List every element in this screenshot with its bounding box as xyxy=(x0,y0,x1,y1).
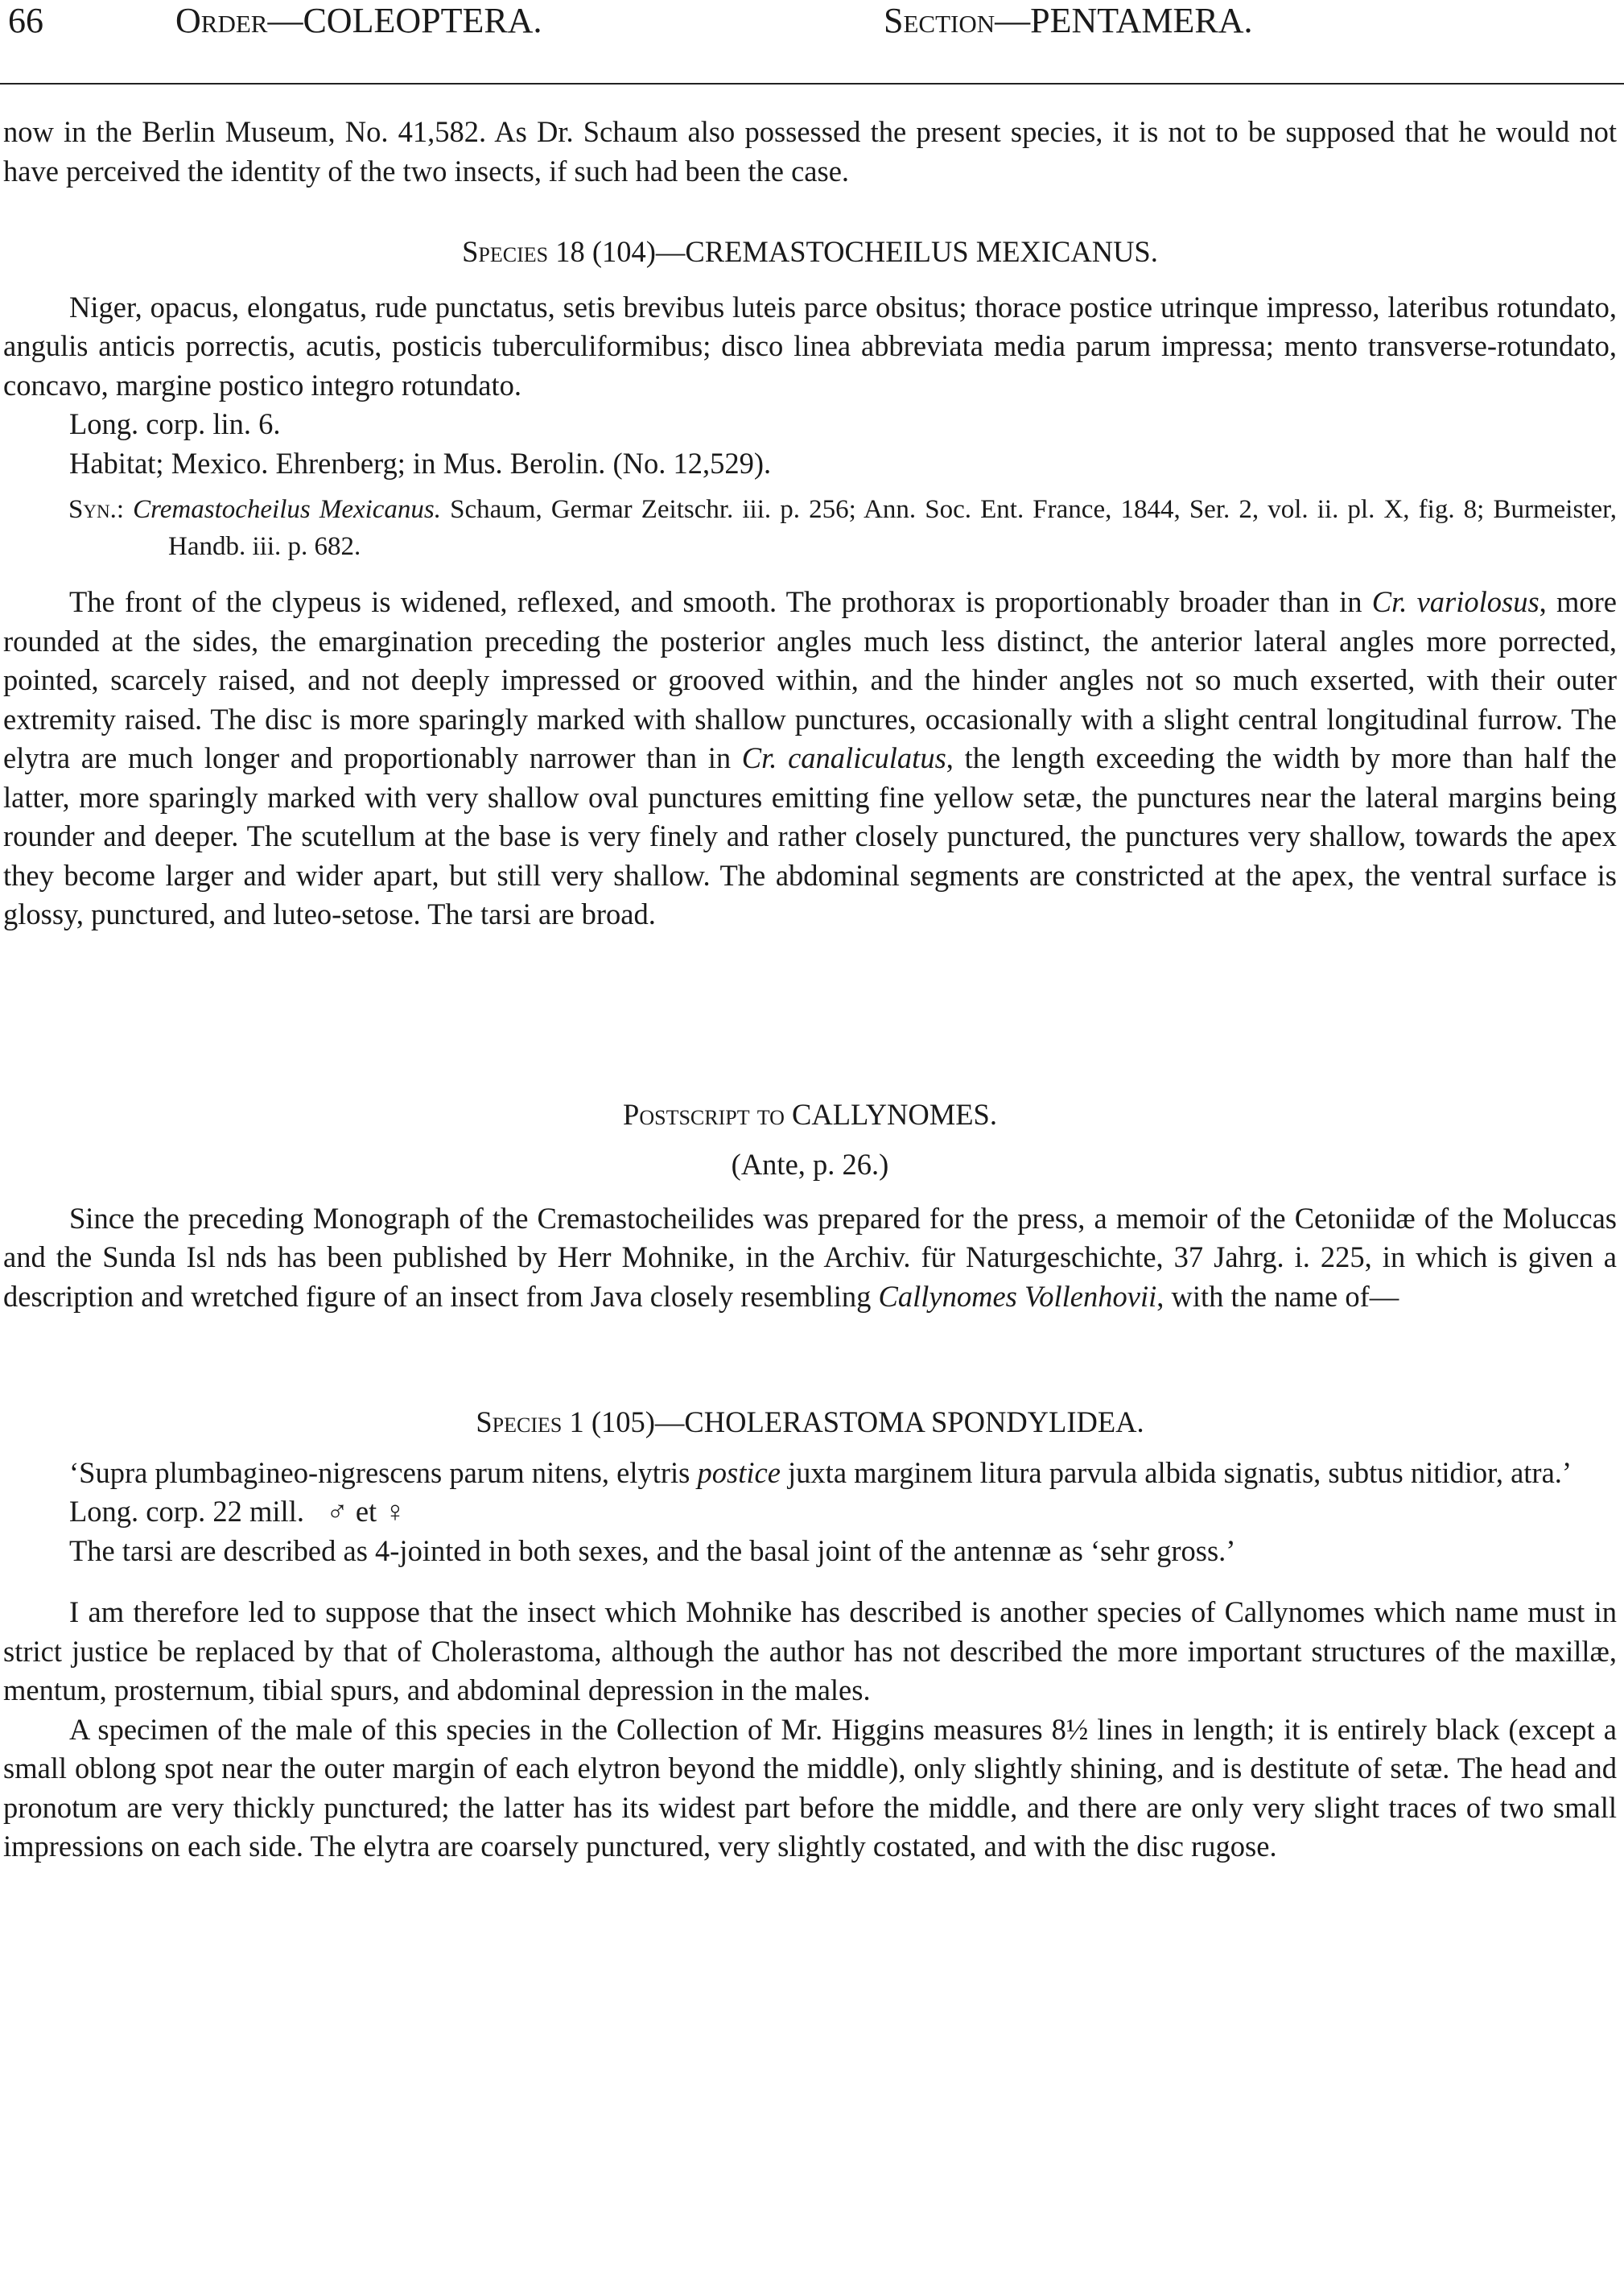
species-1-latin-quote xyxy=(3,1454,1617,1493)
header-order-title: Order—COLEOPTERA. xyxy=(175,1,542,40)
species-name-italic: Callynomes Vollenhovii xyxy=(878,1279,1157,1313)
species-name-italic: Cr. variolosus xyxy=(1371,585,1540,618)
page-body xyxy=(3,113,1617,1867)
species-1-paragraph-1: I am therefore led to suppose that the insect which Mohnike has described is another species of Callynomes which name must in strict justice be replaced by that of Cholerastoma, although the author has not described the more important structures of the maxillæ, mentum, prosternum, tibial spurs, and abdominal depression in the males. xyxy=(3,1595,1617,1706)
species-18-heading: Species 18 (104)—CREMASTOCHEILUS MEXICANUS. xyxy=(462,235,1158,268)
body-text: ‘Supra plumbagineo-nigrescens parum nitens, elytris xyxy=(69,1455,698,1489)
body-text: , more rounded at the sides, the emargination preceding the posterior angles much less distinct, the anterior lateral angles more porrected, pointed, scarcely raised, and not deeply impressed or grooved within, and the hinder angles not so much exserted, with their outer extremity raised. The disc is more sparingly marked with shallow punctures, occasionally with a slight central longitudinal furrow. The elytra are much longer and proportionably narrower than in xyxy=(3,585,1617,774)
page-number: 66 xyxy=(8,1,43,40)
header-section-title: Section—PENTAMERA. xyxy=(884,1,1253,40)
species-1-length: Long. corp. 22 mill. ♂ et ♀ xyxy=(69,1495,406,1528)
body-text: , with the name of— xyxy=(1156,1279,1399,1313)
body-text: , the length exceeding the width by more than half the latter, more sparingly marked with very shallow oval punctures emitting fine yellow setæ, the punctures near the lateral margins being rounder and deeper. The scutellum at the base is very finely and rather closely punctured, the punctures very shallow, towards the apex they become larger and wider apart, but still very shallow. The abdominal segments are constricted at the apex, the ventral surface is glossy, punctured, and luteo-setose. The tarsi are broad. xyxy=(3,741,1617,930)
postscript-heading: Postscript to CALLYNOMES. xyxy=(623,1097,997,1131)
body-text: juxta marginem litura parvula albida signatis, subtus nitidior, atra.’ xyxy=(780,1455,1572,1489)
species-18-length: Long. corp. lin. 6. xyxy=(69,407,281,440)
species-18-latin-description: Niger, opacus, elongatus, rude punctatus, setis brevibus luteis parce obsitus; thorace postice utrinque impresso, lateribus rotundato, angulis anticis porrectis, acutis, posticis tuberculiformibus; disco linea abbreviata media parum impressa; mento transverse-rotundato, concavo, margine postico integro rotundato. xyxy=(3,290,1617,402)
syn-references: Schaum, Germar Zeitschr. iii. p. 256; Ann. Soc. Ent. France, 1844, Ser. 2, vol. ii. pl. X, fig. 8; Burmeister, Handb. iii. p. 682. xyxy=(168,495,1618,561)
species-1-paragraph-2: A specimen of the male of this species in the Collection of Mr. Higgins measures 8½ lines in length; it is entirely black (except a small oblong spot near the outer margin of each elytron beyond the middle), only slightly shining, and is destitute of setæ. The head and pronotum are very thickly punctured; the latter has its widest part before the middle, and there are only very slight traces of two small impressions on each side. The elytra are coarsely punctured, very slightly costated, and with the disc rugose. xyxy=(3,1712,1617,1863)
running-header xyxy=(6,0,1616,80)
species-1-heading: Species 1 (105)—CHOLERASTOMA SPONDYLIDEA. xyxy=(476,1405,1144,1438)
postscript-paragraph xyxy=(3,1199,1617,1317)
species-name-italic: Cr. canaliculatus xyxy=(741,741,946,774)
postscript-subheading: (Ante, p. 26.) xyxy=(731,1148,889,1181)
syn-label: Syn.: xyxy=(68,495,124,524)
italic-word: postice xyxy=(697,1455,781,1489)
species-18-english-description xyxy=(3,583,1617,935)
header-rule xyxy=(0,83,1624,85)
species-1-tarsi-note: The tarsi are described as 4-jointed in both sexes, and the basal joint of the antennæ as ‘sehr gross.’ xyxy=(69,1533,1236,1567)
species-18-habitat: Habitat; Mexico. Ehrenberg; in Mus. Berolin. (No. 12,529). xyxy=(69,446,772,480)
species-18-synonymy xyxy=(3,491,1617,565)
syn-name: Cremastocheilus Mexicanus. xyxy=(133,495,442,524)
body-text: Since the preceding Monograph of the Cremastocheilides was prepared for the press, a memoir of the Cetoniidæ of the Moluccas and the Sunda Isl nds has been published by Herr Mohnike, in the Archiv. für Naturgeschichte, 37 Jahrg. i. 225, in which is given a description and wretched figure of an insect from Java closely resembling xyxy=(3,1201,1617,1313)
body-text: The front of the clypeus is widened, reflexed, and smooth. The prothorax is proportionably broader than in xyxy=(69,585,1372,618)
intro-paragraph: now in the Berlin Museum, No. 41,582. As Dr. Schaum also possessed the present species, it is not to be supposed that he would not have perceived the identity of the two insects, if such had been the case. xyxy=(3,115,1617,188)
